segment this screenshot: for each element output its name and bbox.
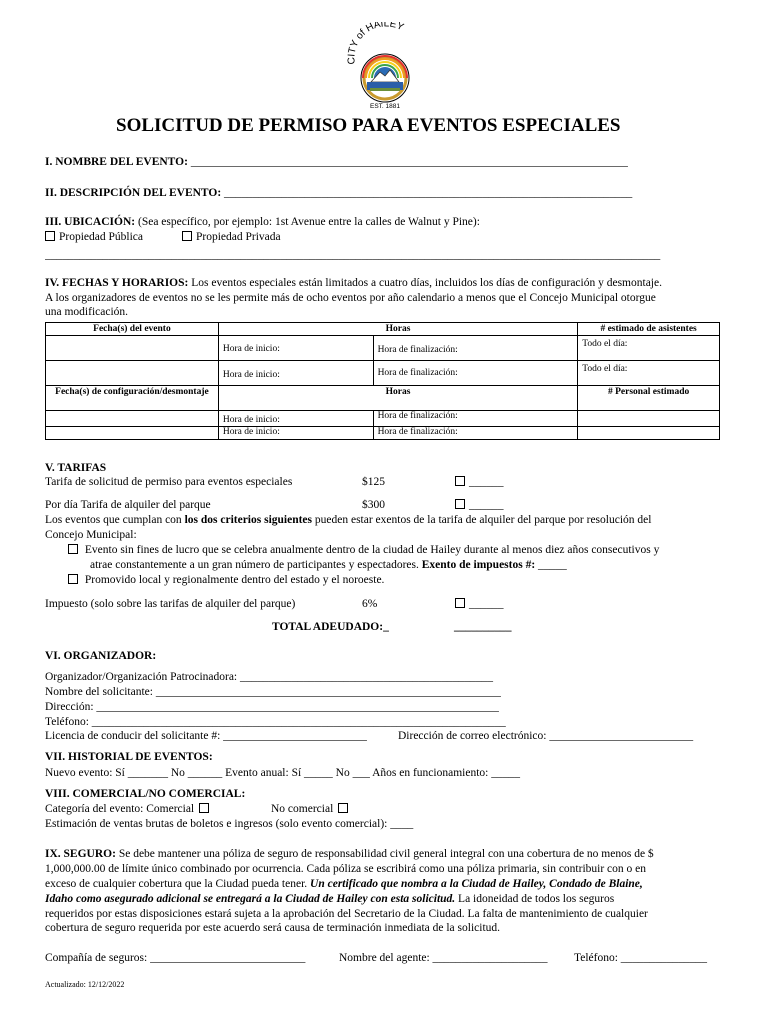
updated-date: Actualizado: 12/12/2022 (45, 980, 125, 989)
dates-label: IV. FECHAS Y HORARIOS: (45, 277, 189, 289)
insurance-text-2: 1,000,000.00 de límite único combinado por ocurrencia. Cada póliza se escribirá como una póliza primaria, sin contribuir con o en (45, 863, 647, 875)
history-label: VII. HISTORIAL DE EVENTOS: (45, 751, 213, 763)
event-date-cell-1[interactable] (46, 336, 219, 361)
exemption-text-d: Concejo Municipal: (45, 529, 137, 541)
event-description-label: II. DESCRIPCIÓN DEL EVENTO: (45, 187, 222, 199)
license-field[interactable]: Licencia de conducir del solicitante #: _________________________ (45, 730, 367, 742)
setup-end-cell-2[interactable]: Hora de finalización: (373, 427, 578, 440)
organizer-label: VI. ORGANIZADOR: (45, 650, 157, 662)
dates-heading (45, 277, 662, 290)
header-setup-dates: Fecha(s) de configuración/desmontaje (46, 386, 219, 411)
category-row[interactable] (45, 803, 213, 816)
insurer-field[interactable]: Compañía de seguros: ___________________________ (45, 952, 306, 964)
location-label: III. UBICACIÓN: (45, 216, 136, 228)
start-time-cell-1[interactable]: Hora de inicio: (218, 336, 373, 361)
fee-2-checkbox[interactable] (455, 499, 465, 509)
city-seal-logo (345, 22, 425, 108)
insurance-line-4 (45, 893, 614, 906)
insurance-text-3b: Un certificado que nombra a la Ciudad de Hailey, Condado de Blaine, (310, 878, 643, 890)
total-label: TOTAL ADEUDADO:_ (272, 621, 389, 633)
private-property-label: Propiedad Privada (196, 231, 281, 243)
location-heading (45, 216, 480, 229)
setup-date-cell-2[interactable] (46, 427, 219, 440)
agent-field[interactable]: Nombre del agente: ____________________ (339, 952, 548, 964)
insurance-text-4a: Idaho como asegurado adicional se entregará a la Ciudad de Hailey con esta solicitud. (45, 893, 456, 905)
private-property-checkbox[interactable] (182, 231, 192, 241)
dates-text-2: A los organizadores de eventos no se les permite más de ocho eventos por año calendario a menos que el Concejo Municipal otorgue (45, 292, 656, 304)
end-time-cell-2[interactable]: Hora de finalización: (373, 361, 578, 386)
sponsor-field[interactable]: Organizador/Organización Patrocinadora: ____________________________________________ (45, 671, 494, 683)
public-property-option[interactable] (45, 231, 143, 244)
fee-1-blank[interactable]: ______ (469, 476, 504, 488)
noncommercial-checkbox[interactable] (338, 803, 348, 813)
email-field[interactable]: Dirección de correo electrónico: _________________________ (398, 730, 694, 742)
insurance-text-6: cobertura de seguro requerida por este acuerdo será causa de terminación inmediata de la solicitud. (45, 922, 501, 934)
insurance-text-4b: La idoneidad de todos los seguros (455, 893, 615, 905)
fee-2-option[interactable] (455, 499, 504, 512)
criterion-1[interactable] (68, 544, 659, 557)
criterion-1-text: Evento sin fines de lucro que se celebra anualmente dentro de la ciudad de Hailey durante al menos diez años consecutivos y (84, 544, 660, 556)
applicant-name-field[interactable]: Nombre del solicitante: ____________________________________________________________ (45, 686, 501, 698)
criterion-1-cont (90, 559, 567, 572)
insurance-label: IX. SEGURO: (45, 848, 116, 860)
tax-label: Impuesto (solo sobre las tarifas de alquiler del parque) (45, 598, 296, 610)
exemption-text-c: pueden estar exentos de la tarifa de alquiler del parque por resolución del (312, 514, 652, 526)
tax-exempt-label: Exento de impuestos #: (421, 559, 536, 571)
header-event-dates: Fecha(s) del evento (46, 323, 219, 336)
fee-2-label: Por día Tarifa de alquiler del parque (45, 499, 211, 511)
private-property-option[interactable] (182, 231, 281, 244)
fee-1-checkbox[interactable] (455, 476, 465, 486)
event-schedule-table (45, 322, 720, 440)
insurer-phone-field[interactable]: Teléfono: _______________ (574, 952, 708, 964)
insurance-line-3 (45, 878, 643, 891)
event-description-field[interactable]: _______________________________________________________________________ (224, 187, 633, 199)
logo-arc-text: CITY of HAILEY (346, 22, 406, 65)
dates-text-3: una modificación. (45, 306, 129, 318)
criterion-2-checkbox[interactable] (68, 574, 78, 584)
fees-label: V. TARIFAS (45, 462, 107, 474)
setup-start-cell-2[interactable]: Hora de inicio: (218, 427, 373, 440)
fee-1-amount: $125 (362, 476, 385, 488)
insurance-text-5: requeridos por estas disposiciones estará sujeta a la aprobación del Secretario de la Ciudad. La falta de mantenimiento de cualquier (45, 908, 648, 920)
public-property-label: Propiedad Pública (59, 231, 143, 243)
tax-checkbox[interactable] (455, 598, 465, 608)
setup-end-cell-1[interactable]: Hora de finalización: (373, 411, 578, 427)
criterion-2[interactable] (68, 574, 384, 587)
criterion-1-text-b: atrae constantemente a un gran número de participantes y espectadores. (90, 559, 419, 571)
insurance-line-1 (45, 848, 654, 861)
noncommercial-row[interactable] (271, 803, 352, 816)
tax-blank[interactable]: ______ (469, 598, 504, 610)
history-fields[interactable]: Nuevo evento: Sí _______ No ______ Evento anual: Sí _____ No ___ Años en funcionamiento: _____ (45, 767, 520, 779)
event-description-row[interactable] (45, 187, 632, 200)
fee-1-label: Tarifa de solicitud de permiso para eventos especiales (45, 476, 293, 488)
location-instructions: (Sea específico, por ejemplo: 1st Avenue entre la calles de Walnut y Pine): (137, 216, 480, 228)
all-day-cell-1[interactable]: Todo el día: (578, 336, 720, 361)
fee-2-amount: $300 (362, 499, 385, 511)
commercial-option-label: Categoría del evento: Comercial (45, 803, 195, 815)
setup-start-cell-1[interactable]: Hora de inicio: (218, 411, 373, 427)
fee-2-blank[interactable]: ______ (469, 499, 504, 511)
commercial-checkbox[interactable] (199, 803, 209, 813)
header-hours: Horas (218, 323, 577, 336)
tax-rate: 6% (362, 598, 378, 610)
location-field[interactable]: ___________________________________________________________________________________________________________ (45, 249, 661, 261)
criterion-2-text: Promovido local y regionalmente dentro del estado y el noroeste. (84, 574, 385, 586)
dates-text-1: Los eventos especiales están limitados a cuatro días, incluidos los días de configuración y desmontaje. (191, 277, 662, 289)
insurance-text-1: Se debe mantener una póliza de seguro de responsabilidad civil general integral con una cobertura de no menos de $ (118, 848, 654, 860)
header-staff: # Personal estimado (578, 386, 720, 411)
event-name-label: I. NOMBRE DEL EVENTO: (45, 156, 188, 168)
sales-estimate-field[interactable]: Estimación de ventas brutas de boletos e ingresos (solo evento comercial): ____ (45, 818, 414, 830)
phone-field[interactable]: Teléfono: ________________________________________________________________________ (45, 716, 506, 728)
tax-option[interactable] (455, 598, 504, 611)
event-name-row[interactable] (45, 156, 628, 169)
insurance-text-3a: exceso de cualquier cobertura que la Ciudad pueda tener. (45, 878, 311, 890)
staff-cell-2[interactable] (578, 427, 720, 440)
page-title: SOLICITUD DE PERMISO PARA EVENTOS ESPECIALES (116, 115, 621, 136)
total-field[interactable]: __________ (454, 621, 512, 633)
staff-cell-1[interactable] (578, 411, 720, 427)
public-property-checkbox[interactable] (45, 231, 55, 241)
exemption-text-a: Los eventos que cumplan con (45, 514, 185, 526)
event-name-field[interactable]: ____________________________________________________________________________ (190, 156, 628, 168)
start-time-cell-2[interactable]: Hora de inicio: (218, 361, 373, 386)
header-setup-hours: Horas (218, 386, 577, 411)
all-day-cell-2[interactable]: Todo el día: (578, 361, 720, 386)
noncommercial-option-label: No comercial (271, 803, 334, 815)
header-attendance: # estimado de asistentes (578, 323, 720, 336)
address-field[interactable]: Dirección: ______________________________________________________________________ (45, 701, 499, 713)
logo-est-text: EST. 1881 (370, 103, 400, 108)
exemption-text (45, 514, 651, 527)
fee-1-option[interactable] (455, 476, 504, 489)
commercial-label: VIII. COMERCIAL/NO COMERCIAL: (45, 788, 246, 800)
end-time-cell-1[interactable]: Hora de finalización: (373, 336, 578, 361)
setup-date-cell-1[interactable] (46, 411, 219, 427)
exemption-text-b: los dos criterios siguientes (184, 514, 313, 526)
event-date-cell-2[interactable] (46, 361, 219, 386)
criterion-1-checkbox[interactable] (68, 544, 78, 554)
tax-exempt-field[interactable]: _____ (538, 559, 567, 571)
